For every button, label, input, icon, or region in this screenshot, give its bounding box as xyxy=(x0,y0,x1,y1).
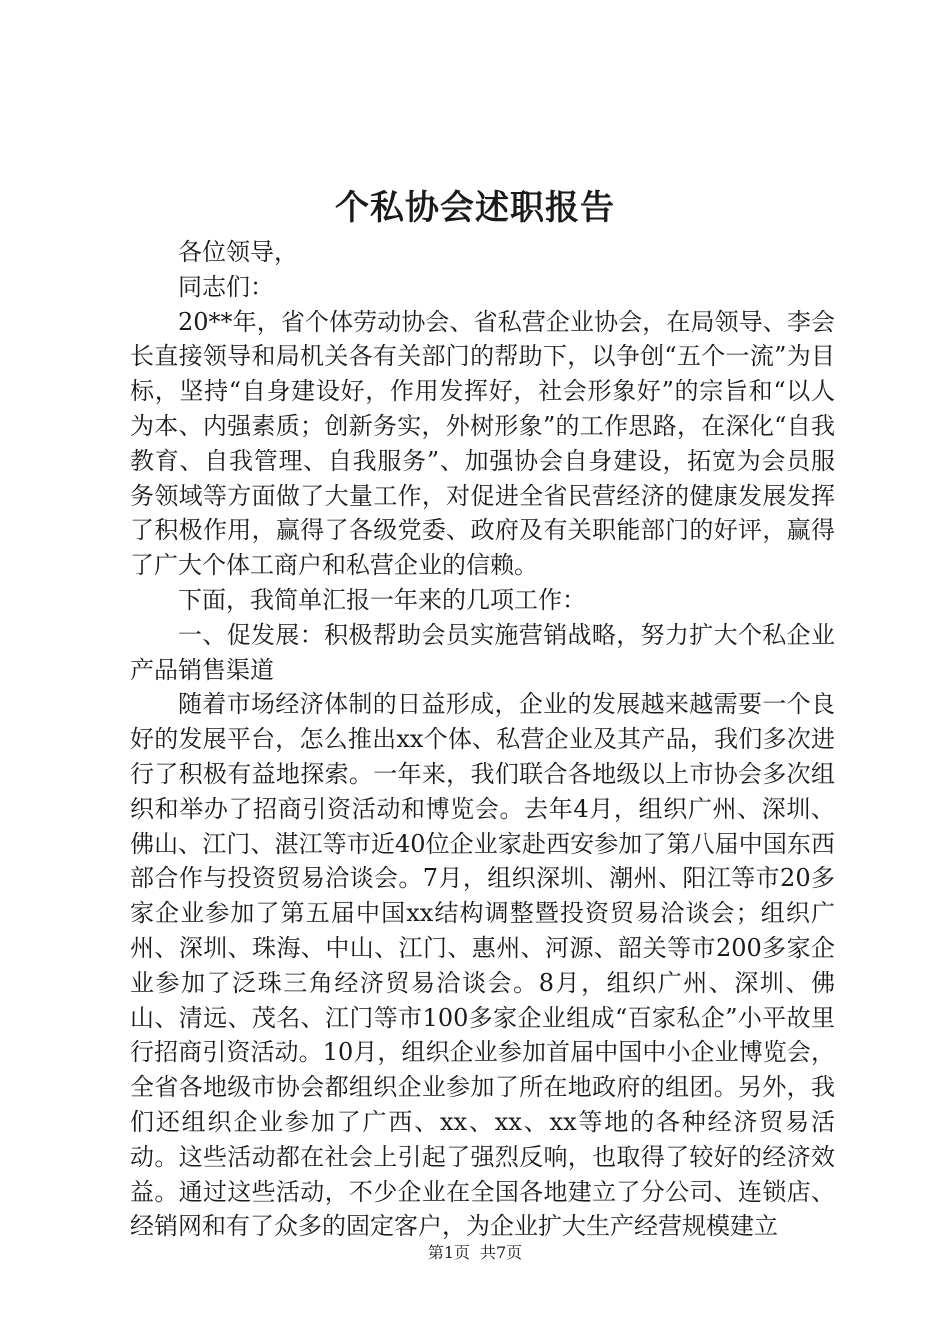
page-footer xyxy=(0,1241,950,1265)
paragraph-report-lead: 下面，我简单汇报一年来的几项工作： xyxy=(178,585,586,614)
paragraph-intro: 20**年，省个体劳动协会、省私营企业协会，在局领导、李会长直接领导和局机关各有关部门的帮助下，以争创“五个一流”为目标，坚持“自身建设好，作用发挥好，社会形象好”的宗旨和“以人为本、内强素质；创新务实，外树形象”的工作思路，在深化“自我教育、自我管理、自我服务”、加强协会自身建设，拓宽为会员服务领域等方面做了大量工作，对促进全省民营经济的健康发展发挥了积极作用，赢得了各级党委、政府及有关职能部门的好评，赢得了广大个体工商户和私营企业的信赖。 xyxy=(130,307,835,580)
page-total: 共7页 xyxy=(480,1243,523,1262)
section-heading-1: 一、促发展：积极帮助会员实施营销战略，努力扩大个私企业产品销售渠道 xyxy=(130,620,835,684)
page-number: 第1页 xyxy=(427,1243,470,1262)
document-body xyxy=(130,235,835,1244)
salutation-comrades: 同志们： xyxy=(178,272,274,301)
paragraph-section-1: 随着市场经济体制的日益形成，企业的发展越来越需要一个良好的发展平台，怎么推出xx个体、私营企业及其产品，我们多次进行了积极有益地探索。一年来，我们联合各地级以上市协会多次组织和举办了招商引资活动和博览会。去年4月，组织广州、深圳、佛山、江门、湛江等市近40位企业家赴西安参加了第八届中国东西部合作与投资贸易洽谈会。7月，组织深圳、潮州、阳江等市20多家企业参加了第五届中国xx结构调整暨投资贸易洽谈会；组织广州、深圳、珠海、中山、江门、惠州、河源、韶关等市200多家企业参加了泛珠三角经济贸易洽谈会。8月，组织广州、深圳、佛山、清远、茂名、江门等市100多家企业组成“百家私企”小平故里行招商引资活动。10月，组织企业参加首届中国中小企业博览会，全省各地级市协会都组织企业参加了所在地政府的组团。另外，我们还组织企业参加了广西、xx、xx、xx等地的各种经济贸易活动。这些活动都在社会上引起了强烈反响，也取得了较好的经济效益。通过这些活动，不少企业在全国各地建立了分公司、连锁店、经销网和有了众多的固定客户，为企业扩大生产经营规模建立 xyxy=(130,690,835,1241)
salutation-leaders: 各位领导， xyxy=(178,238,298,266)
page-title: 个私协会述职报告 xyxy=(335,188,615,228)
